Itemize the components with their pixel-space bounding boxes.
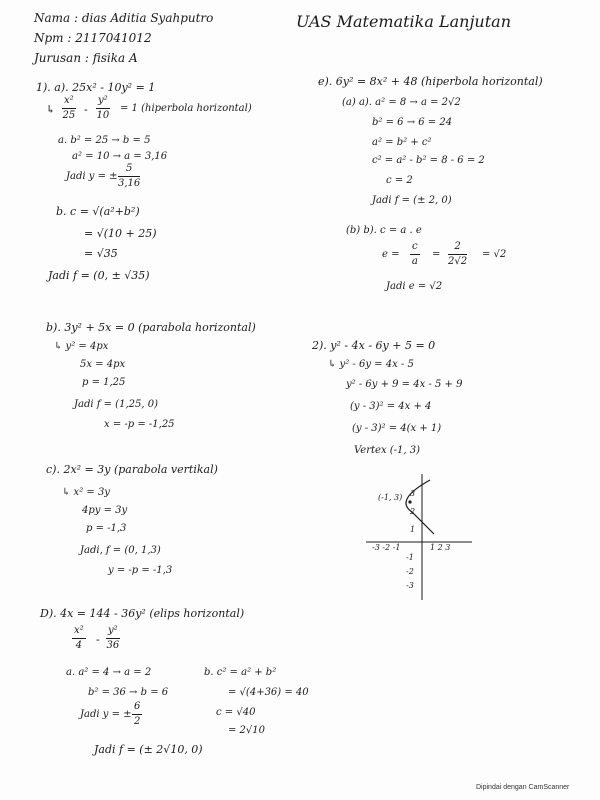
q1a-asymptote-label: Jadi y = ± <box>66 171 118 182</box>
q1a-c-step2: = √(10 + 25) <box>84 227 157 240</box>
page-title: UAS Matematika Lanjutan <box>296 12 511 31</box>
q1c-step2: 4py = 3y <box>82 505 128 516</box>
graph-y-tick: 1 <box>410 525 416 534</box>
q1a-fraction-x: $\frac{\text{x²}}{25}$ <box>62 95 76 121</box>
q1a-equation: 1). a). 25x² - 10y² = 1 <box>36 81 156 94</box>
q1a-step-b: a. b² = 25 → b = 5 <box>58 135 151 146</box>
q1a-c-step3: = √35 <box>84 247 118 260</box>
q1a-arrow: ↳ <box>46 103 56 116</box>
q1b-focus: Jadi f = (1,25, 0) <box>74 399 158 410</box>
q1e-eccentricity: Jadi e = √2 <box>386 281 443 292</box>
q1c-step1: ↳ x² = 3y <box>62 487 110 498</box>
q2-step3: (y - 3)² = 4x + 4 <box>350 401 432 412</box>
q1e-equation: e). 6y² = 8x² + 48 (hiperbola horizontal) <box>318 75 543 88</box>
q1d-c-step2: = √(4+36) = 40 <box>228 687 309 698</box>
q2-step4: (y - 3)² = 4(x + 1) <box>352 423 442 434</box>
q1b-step3: p = 1,25 <box>82 377 126 388</box>
q2-vertex: Vertex (-1, 3) <box>354 445 421 456</box>
q1d-c-step3: c = √40 <box>216 707 256 718</box>
student-major: Jurusan : fisika A <box>34 51 138 65</box>
vertex-point <box>408 500 411 503</box>
q1e-step5: c = 2 <box>386 175 413 186</box>
q1a-asymptote-fraction: $\frac{5}{3,16}$ <box>118 163 141 189</box>
graph-x-ticks-negative: -3 -2 -1 <box>372 543 401 552</box>
q1d-fraction-y: $\frac{\text{y²}}{36}$ <box>106 625 120 651</box>
graph-y-tick: 2 <box>410 507 416 516</box>
q1a-step-a: a² = 10 → a = 3,16 <box>72 151 168 162</box>
graph-vertex-label: (-1, 3) <box>378 493 403 502</box>
q1b-step2: 5x = 4px <box>80 359 126 370</box>
graph-y-tick: -2 <box>406 567 414 576</box>
q1e-step-b: (b) b). c = a . e <box>346 225 422 236</box>
q1e-fraction-ca: $\frac{c}{a}$ <box>411 241 418 267</box>
q1e-step4: c² = a² - b² = 8 - 6 = 2 <box>372 155 485 166</box>
q1e-e-result: = √2 <box>482 249 507 260</box>
parabola-sketch-svg <box>364 472 474 602</box>
q1e-focus: Jadi f = (± 2, 0) <box>372 195 452 206</box>
graph-y-tick: -3 <box>406 581 414 590</box>
q1b-equation: b). 3y² + 5x = 0 (parabola horizontal) <box>46 321 256 334</box>
q1d-focus: Jadi f = (± 2√10, 0) <box>94 743 203 756</box>
q1d-step-a: a. a² = 4 → a = 2 <box>66 667 152 678</box>
q1c-equation: c). 2x² = 3y (parabola vertikal) <box>46 463 218 476</box>
q2-step2: y² - 6y + 9 = 4x - 5 + 9 <box>346 379 463 390</box>
q1a-fraction-y: $\frac{\text{y²}}{10}$ <box>96 95 110 121</box>
q1e-step3: a² = b² + c² <box>372 137 432 148</box>
q1e-fraction-value: $\frac{2}{2√2}$ <box>448 241 468 267</box>
q1e-e-label: e = <box>382 249 400 260</box>
q1a-type: = 1 (hiperbola horizontal) <box>120 103 252 114</box>
q1d-step-b: b² = 36 → b = 6 <box>88 687 169 698</box>
q1a-minus: - <box>84 103 88 116</box>
q1b-step1: ↳ y² = 4px <box>54 341 109 352</box>
q1e-step-a: (a) a). a² = 8 → a = 2√2 <box>342 97 461 108</box>
q1d-equation: D). 4x = 144 - 36y² (elips horizontal) <box>40 607 245 620</box>
q1d-asymptote-label: Jadi y = ± <box>80 709 132 720</box>
q1b-directrix: x = -p = -1,25 <box>104 419 175 430</box>
q1a-focus: Jadi f = (0, ± √35) <box>48 269 150 282</box>
parabola-sketch <box>364 472 474 602</box>
q1e-equals: = <box>432 249 441 260</box>
q1e-step2: b² = 6 → 6 = 24 <box>372 117 453 128</box>
q2-step1: ↳ y² - 6y = 4x - 5 <box>328 359 414 370</box>
scanner-watermark: Dipindai dengan CamScanner <box>476 784 570 791</box>
q1c-directrix: y = -p = -1,3 <box>108 565 173 576</box>
q1d-c-formula: b. c² = a² + b² <box>204 667 277 678</box>
q1d-minus: - <box>96 633 100 646</box>
graph-x-ticks-positive: 1 2 3 <box>430 543 451 552</box>
graph-y-tick: -1 <box>406 553 414 562</box>
q1c-step3: p = -1,3 <box>86 523 127 534</box>
q1d-asymptote-fraction: $\frac{6}{2}$ <box>134 701 141 727</box>
q1c-focus: Jadi, f = (0, 1,3) <box>80 545 161 556</box>
q2-equation: 2). y² - 4x - 6y + 5 = 0 <box>312 339 436 352</box>
student-name: Nama : dias Aditia Syahputro <box>34 11 214 25</box>
graph-y-tick: 3 <box>410 489 416 498</box>
q1d-c-step4: = 2√10 <box>228 725 266 736</box>
q1d-fraction-x: $\frac{\text{x²}}{4}$ <box>74 625 84 651</box>
q1a-c-formula: b. c = √(a²+b²) <box>56 205 140 218</box>
student-npm: Npm : 2117041012 <box>34 31 152 45</box>
